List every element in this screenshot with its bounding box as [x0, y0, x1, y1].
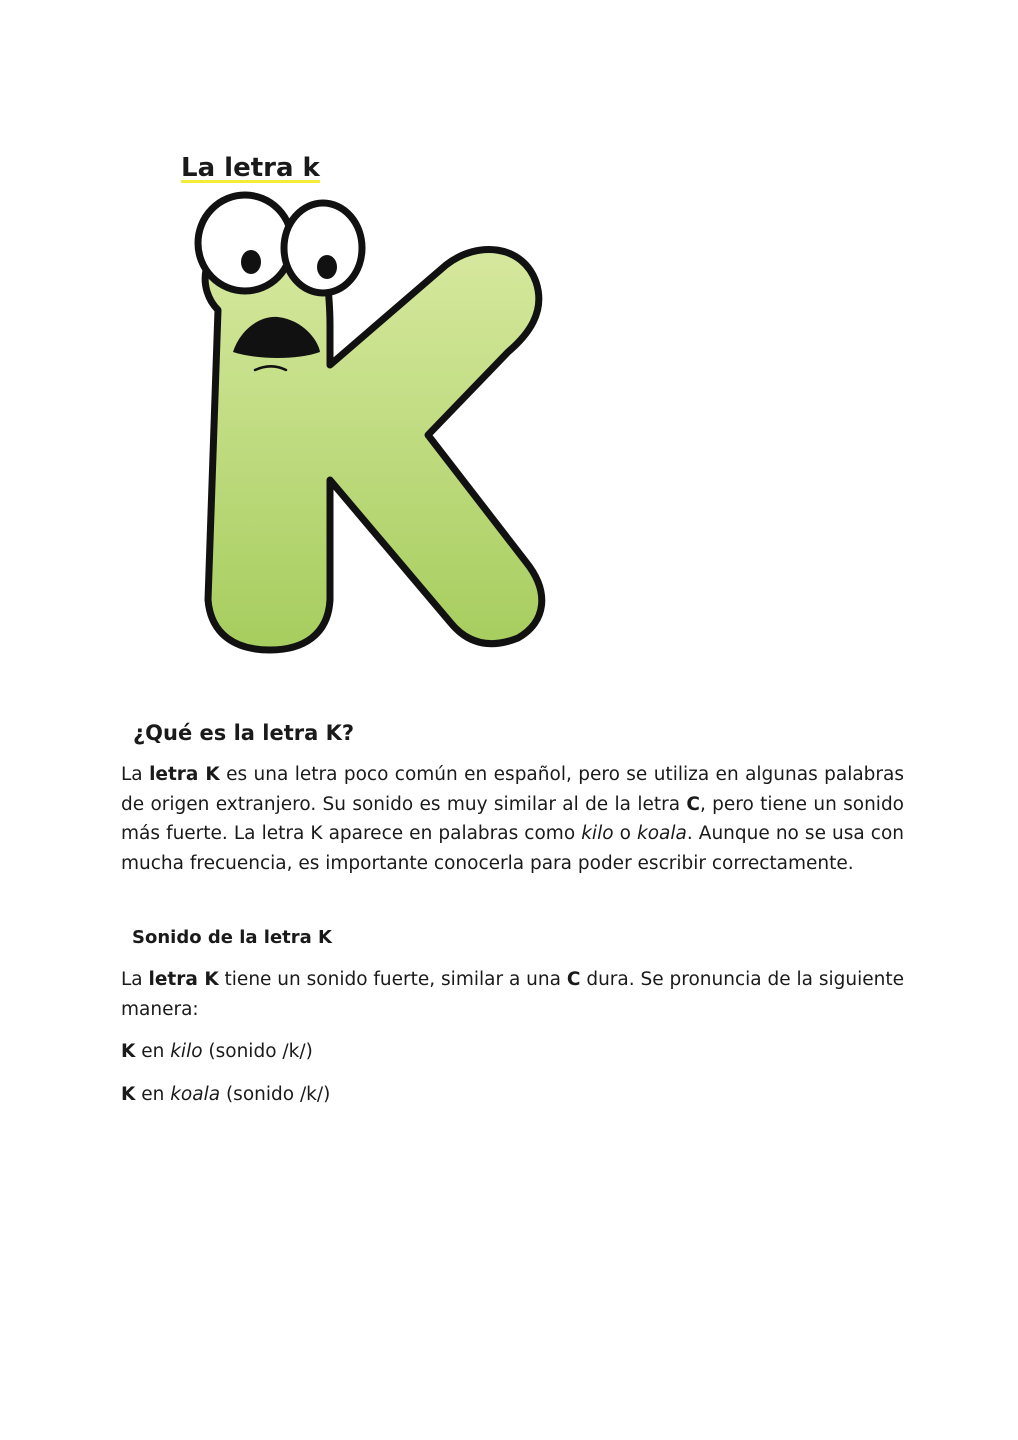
text-run: en — [135, 1041, 171, 1062]
left-eye — [198, 195, 292, 291]
bold-term: letra K — [148, 969, 219, 990]
right-eye — [284, 203, 362, 293]
text-run: dura. Se pronuncia de la siguiente manera: — [121, 969, 904, 1020]
section-heading-sound: Sonido de la letra K — [132, 927, 332, 948]
text-run: tiene un sonido fuerte, similar a una — [218, 969, 567, 990]
example-word: kilo — [170, 1041, 203, 1062]
italic-word: koala — [636, 823, 687, 845]
right-pupil — [317, 255, 337, 279]
example-word: koala — [170, 1084, 221, 1105]
example-letter: K — [121, 1041, 136, 1062]
bold-term: C — [566, 969, 581, 990]
section-heading-what-is: ¿Qué es la letra K? — [133, 721, 355, 745]
text-run: en — [135, 1084, 171, 1105]
italic-word: kilo — [581, 823, 614, 845]
text-run: es una letra poco común en español, pero se utiliza en algunas palabras de origen extranjero. Su sonido es muy similar al de la letra — [121, 764, 905, 815]
text-run: La — [121, 764, 150, 785]
example-line — [121, 1038, 313, 1066]
example-note: (sonido /k/) — [202, 1041, 313, 1062]
cartoon-letter-k-icon — [178, 190, 568, 655]
paragraph-what-is — [121, 760, 904, 878]
bold-term: letra K — [149, 764, 220, 785]
example-letter: K — [121, 1084, 136, 1105]
left-pupil — [241, 250, 261, 274]
text-run: . Aunque no se usa con mucha frecuencia, es importante conocerla para poder escribir correctamente. — [121, 823, 904, 874]
letter-k-body — [205, 250, 542, 650]
example-line — [121, 1081, 330, 1109]
page-title: La letra k — [181, 150, 320, 186]
example-note: (sonido /k/) — [220, 1084, 331, 1105]
text-run: , pero tiene un sonido más fuerte. La letra K aparece en palabras como — [121, 793, 905, 845]
bold-term: C — [686, 793, 700, 815]
text-run: o — [613, 823, 637, 845]
paragraph-sound — [121, 965, 904, 1024]
text-run: La — [121, 969, 149, 990]
